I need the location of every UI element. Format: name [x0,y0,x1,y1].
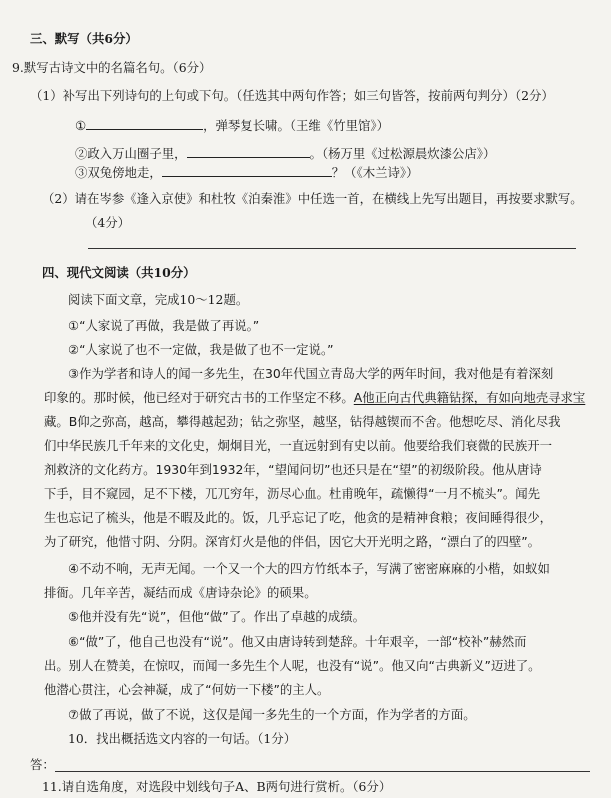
paragraph-2: ②“人家说了也不一定做，我是做了也不一定说。” [68,342,334,357]
q9-sub2-line1: （2）请在岑参《逢入京使》和杜牧《泊秦淮》中任选一首，在横线上先写出题目，再按要求默写。 [42,191,583,206]
paragraph-3-line-5: 剂救济的文化药方。1930年到1932年，“望闻问切”也还只是在“望”的初级阶段。他从唐诗 [44,462,542,477]
q10-answer-label: 答： [30,757,55,772]
q9-answer-line[interactable] [88,248,576,249]
item2-blank[interactable] [187,145,310,158]
section4-title: 四、现代文阅读（共10分） [42,265,196,280]
q9-item2 [75,145,495,162]
underlined-sentence-a: A他正向古代典籍钻探，有如向地壳寻求宝 [353,390,586,405]
q11-stem: 11.请自选角度，对选段中划线句子A、B两句进行赏析。（6分） [42,779,392,794]
q10-stem: 10．找出概括选文内容的一句话。（1分） [68,731,297,746]
paragraph-6-line-3: 他潜心贯注，心会神凝，成了“何妨一下楼”的主人。 [44,682,330,697]
q9-item1 [75,117,389,134]
paragraph-6-line-1: ⑥“做”了，他自己也没有“说”。他又由唐诗转到楚辞。十年艰辛，一部“校补”赫然而 [68,634,527,649]
q9-sub2-line2: （4分） [85,215,131,230]
q9-stem: 9.默写古诗文中的名篇名句。（6分） [12,60,212,75]
paragraph-3-line-4: 们中华民族几千年来的文化史，炯炯目光，一直远射到有史以前。他要给我们衰微的民族开一 [44,438,553,453]
paragraph-3-line-7: 生也忘记了梳头，他是不暇及此的。饭，几乎忘记了吃，他贪的是精神食粮；夜间睡得很少， [44,510,553,525]
paragraph-6-line-2: 出。别人在赞美，在惊叹，而闻一多先生个人呢，也没有“说”。他又向“古典新义”迈进了。 [44,658,541,673]
item1-number: ① [75,118,87,133]
item3-blank[interactable] [162,164,332,177]
paragraph-3-line-2: 印象的。那时候，他已经对于研究古书的工作坚定不移。A他正向古代典籍钻探，有如向地壳寻求宝 [44,390,586,405]
item1-blank[interactable] [86,117,203,130]
paragraph-4-line-2: 排衙。几年辛苦，凝结而成《唐诗杂论》的硕果。 [44,585,317,600]
q9-sub1: （1）补写出下列诗句的上句或下句。（任选其中两句作答；如三句皆答，按前两句判分）（2分） [30,88,554,103]
paragraph-4-line-1: ④不动不响，无声无闻。一个又一个大的四方竹纸本子，写满了密密麻麻的小楷，如蚁如 [68,561,550,576]
paragraph-3-line-6: 下手，目不窥园，足不下楼，兀兀穷年，沥尽心血。杜甫晚年，疏懒得“一月不梳头”。闻先 [44,486,541,501]
paragraph-3-line-3: 藏。B仰之弥高，越高，攀得越起劲；钻之弥坚，越坚，钻得越锲而不舍。他想吃尽、消化尽我 [44,414,561,429]
q9-item3 [75,164,418,181]
paragraph-5: ⑤他并没有先“说”，但他“做”了。作出了卓越的成绩。 [68,609,365,624]
item2-tail: 。（杨万里《过松源晨炊漆公店》） [309,146,496,161]
paragraph-7: ⑦做了再说，做了不说，这仅是闻一多先生的一个方面，作为学者的方面。 [68,707,476,722]
item3-head: ③双兔傍地走， [75,165,162,180]
item3-tail: ？（《木兰诗》） [331,165,419,180]
paragraph-3-line-1: ③作为学者和诗人的闻一多先生，在30年代国立青岛大学的两年时间，我对他是有着深刻 [68,366,554,381]
paragraph-1: ①“人家说了再做，我是做了再说。” [68,318,260,333]
paragraph-3-line-8: 为了研究，他惜寸阴、分阴。深宵灯火是他的伴侣，因它大开光明之路，“漂白了的四壁”。 [44,534,541,549]
item1-tail: ，弹琴复长啸。（王维《竹里馆》） [203,118,389,133]
item2-head: ②政入万山圈子里， [75,146,187,161]
q10-answer-line[interactable] [55,771,590,772]
reading-intro: 阅读下面文章，完成10～12题。 [68,292,249,307]
section3-title: 三、默写（共6分） [30,31,138,46]
